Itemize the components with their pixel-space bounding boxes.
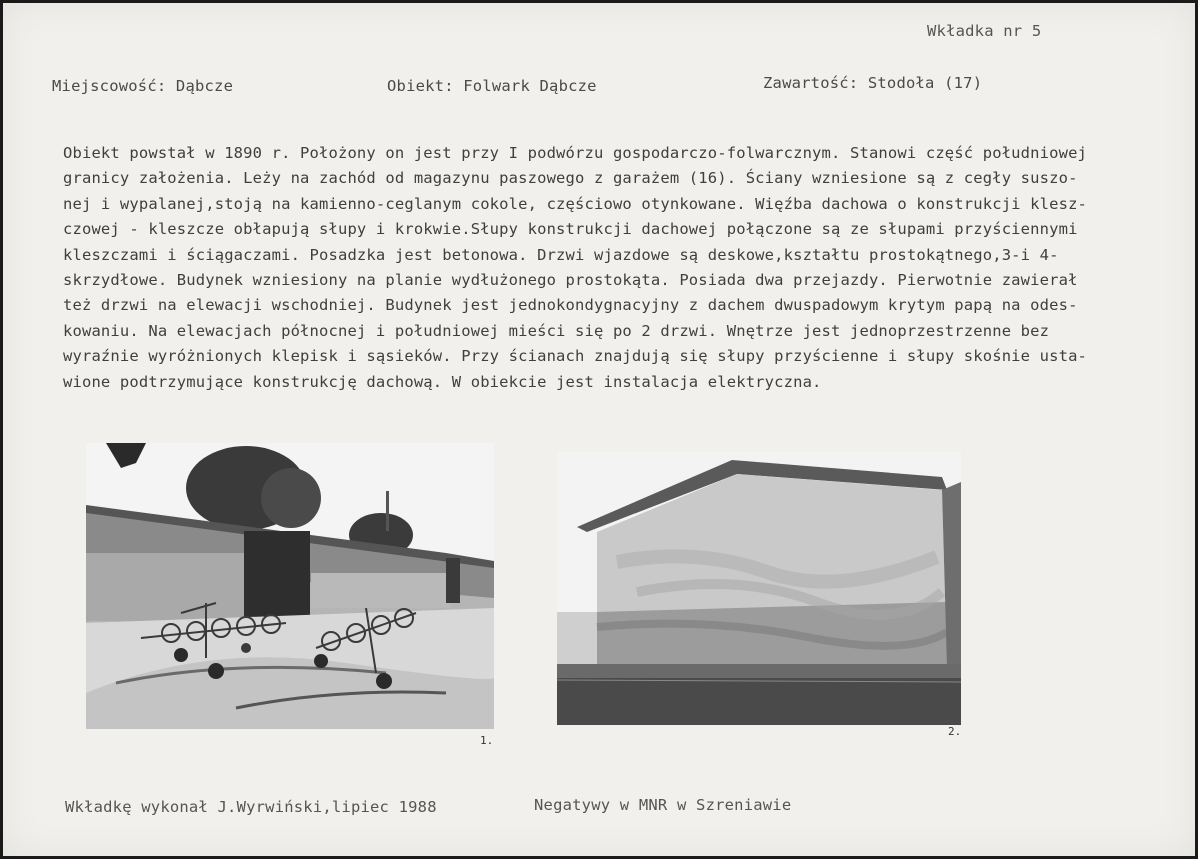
photo-number-2: 2.	[948, 725, 962, 738]
description-line: Obiekt powstał w 1890 r. Położony on jest przy I podwórzu gospodarczo-folwarcznym. Stanowi część południowej	[63, 144, 1088, 162]
description-line: kleszczami i ściągaczami. Posadzka jest betonowa. Drzwi wjazdowe są deskowe,kształtu prostokątnego,3-i 4-	[63, 245, 1059, 264]
description-paragraph	[63, 141, 1173, 395]
description-line: też drzwi na elewacji wschodniej. Budynek jest jednokondygnacyjny z dachem dwuspadowym krytym papą na odes-	[63, 296, 1078, 315]
description-line: wione podtrzymujące konstrukcję dachową. W obiekcie jest instalacja elektryczna.	[63, 372, 822, 391]
negatives-note: Negatywy w MNR w Szreniawie	[534, 796, 792, 814]
photo-number-1: 1.	[480, 734, 494, 747]
object-label: Obiekt: Folwark Dąbcze	[387, 77, 597, 95]
description-line: kowaniu. Na elewacjach północnej i południowej mieści się po 2 drzwi. Wnętrze jest jednoprzestrzenne bez	[63, 321, 1050, 340]
author-note: Wkładkę wykonał J.Wyrwiński,lipiec 1988	[65, 798, 437, 816]
locality-label: Miejscowość: Dąbcze	[52, 77, 234, 95]
photo-barn-gable	[557, 452, 961, 725]
description-line: nej i wypalanej,stoją na kamienno-ceglanym cokole, częściowo otynkowane. Więźba dachowa o konstrukcji klesz-	[63, 194, 1088, 213]
record-card	[3, 3, 1195, 856]
description-line: skrzydłowe. Budynek wzniesiony na planie wydłużonego prostokąta. Posiada dwa przejazdy. Pierwotnie zawierał	[63, 271, 1078, 290]
content-label: Zawartość: Stodoła (17)	[763, 74, 983, 92]
photo-barn-yard	[86, 443, 494, 729]
insert-number: Wkładka nr 5	[927, 22, 1042, 40]
description-line: czowej - kleszcze obłapują słupy i krokwie.Słupy konstrukcji dachowej połączone są ze słupami przyściennymi	[63, 220, 1078, 239]
description-line: granicy założenia. Leży na zachód od magazynu paszowego z garażem (16). Ściany wzniesione są z cegły suszo-	[63, 169, 1078, 188]
description-line: wyraźnie wyróżnionych klepisk i sąsieków. Przy ścianach znajdują się słupy przyścienne i słupy skośnie usta-	[63, 347, 1088, 366]
